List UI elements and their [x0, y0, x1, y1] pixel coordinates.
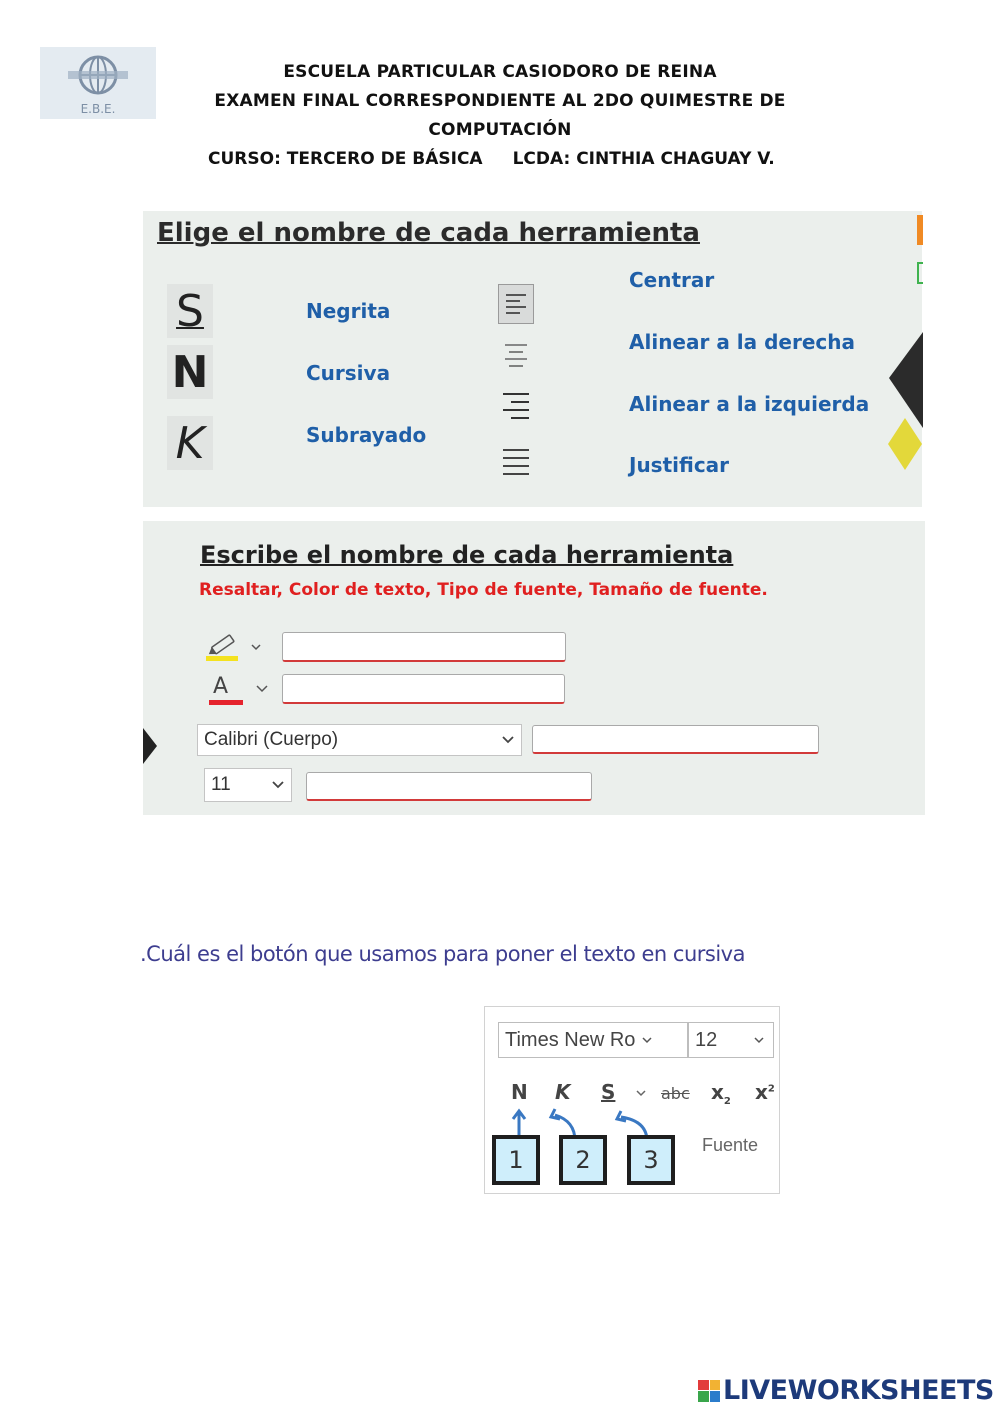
section2-hint: Resaltar, Color de texto, Tipo de fuente, Tamaño de fuente. [199, 580, 768, 600]
diamond-marker-icon [888, 418, 922, 470]
highlighter-icon [202, 631, 272, 665]
answer-field-font-color[interactable] [282, 674, 565, 704]
number-box-3[interactable]: 3 [627, 1135, 675, 1185]
align-left-icon [498, 284, 534, 324]
italic-letter-icon: K [167, 416, 213, 470]
drag-handle-icon[interactable] [143, 728, 157, 764]
panel-edge-marker [917, 262, 923, 284]
font-color-swatch [209, 700, 243, 705]
ribbon-underline-button: S [601, 1080, 616, 1104]
ribbon-italic-button: K [555, 1080, 571, 1104]
number-box-1[interactable]: 1 [492, 1135, 540, 1185]
liveworksheets-brand [698, 1375, 994, 1406]
align-center-icon [498, 336, 534, 376]
chevron-down-icon [641, 1036, 653, 1044]
font-color-tool [207, 674, 277, 708]
font-ribbon-image [484, 1006, 780, 1194]
underline-letter-icon: S [167, 284, 213, 338]
chevron-down-icon [271, 780, 285, 790]
ribbon-font-combo [498, 1022, 688, 1058]
justify-icon [498, 444, 534, 484]
course-teacher-row [208, 149, 775, 169]
panel-edge-marker [917, 215, 923, 245]
ribbon-strikethrough-button: abc [661, 1084, 690, 1103]
number-box-2[interactable]: 2 [559, 1135, 607, 1185]
brand-text: LIVEWORKSHEETS [723, 1375, 994, 1406]
exam-title-line: EXAMEN FINAL CORRESPONDIENTE AL 2DO QUIMESTRE DE [214, 91, 786, 111]
font-name-value: Calibri (Cuerpo) [204, 729, 339, 750]
italic-question: .Cuál es el botón que usamos para poner el texto en cursiva [140, 942, 745, 966]
option-cursiva[interactable]: Cursiva [306, 361, 391, 385]
section2-title: Escribe el nombre de cada herramienta [200, 541, 734, 569]
chevron-down-icon [501, 735, 515, 745]
font-size-value: 11 [211, 774, 231, 795]
chevron-down-icon [635, 1089, 647, 1097]
liveworksheets-logo-icon [698, 1380, 720, 1402]
answer-field-font-size[interactable] [306, 772, 592, 801]
chevron-down-icon [753, 1036, 765, 1044]
teacher-label: LCDA: CINTHIA CHAGUAY V. [512, 149, 775, 169]
option-alinear-izquierda[interactable]: Alinear a la izquierda [629, 392, 870, 416]
ribbon-subscript-button: $x_2$ [711, 1080, 731, 1107]
course-label: CURSO: TERCERO DE BÁSICA [208, 149, 483, 169]
align-right-icon [498, 388, 534, 428]
answer-field-font-type[interactable] [532, 725, 819, 754]
ribbon-group-label: Fuente [702, 1135, 759, 1155]
school-name: ESCUELA PARTICULAR CASIODORO DE REINA [283, 62, 717, 82]
ribbon-bold-button: N [511, 1080, 528, 1104]
section1-title: Elige el nombre de cada herramienta [157, 218, 700, 248]
highlight-tool [202, 631, 272, 665]
logo-text: E.B.E. [80, 102, 116, 116]
bold-letter-icon: N [167, 345, 213, 399]
ribbon-size-combo [688, 1022, 774, 1058]
exam-subject: COMPUTACIÓN [428, 120, 572, 140]
ribbon-font-size: 12 [695, 1028, 718, 1051]
option-alinear-derecha[interactable]: Alinear a la derecha [629, 330, 855, 354]
option-centrar[interactable]: Centrar [629, 268, 715, 292]
option-justificar[interactable]: Justificar [629, 453, 730, 477]
option-negrita[interactable]: Negrita [306, 299, 391, 323]
chevron-down-icon [255, 684, 269, 694]
option-subrayado[interactable]: Subrayado [306, 423, 427, 447]
font-name-combo [197, 724, 522, 756]
ribbon-font-name: Times New Ro [505, 1028, 636, 1051]
answer-field-highlight[interactable] [282, 632, 566, 662]
font-color-letter: A [213, 674, 229, 699]
ribbon-superscript-button: $x^2$ [755, 1080, 775, 1104]
font-size-combo [204, 768, 292, 802]
drag-handle-icon[interactable] [889, 332, 923, 428]
